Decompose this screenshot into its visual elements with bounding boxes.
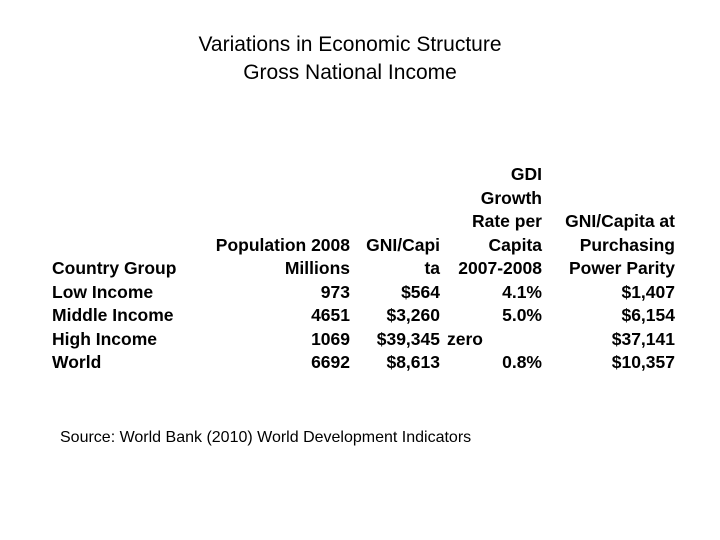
header-cell: Population 2008 (215, 234, 350, 255)
header-row (52, 257, 692, 281)
gni-cell: $8,613 (386, 352, 440, 372)
ppp-cell: $6,154 (621, 305, 675, 325)
ppp-cell: $1,407 (621, 281, 675, 302)
header-row (52, 210, 692, 234)
population-cell: 4651 (311, 305, 350, 325)
group-cell: Middle Income (52, 305, 174, 325)
header-cell: Millions (284, 258, 350, 278)
header-cell: GNI/Capita at (565, 211, 675, 231)
table-row (52, 304, 692, 328)
group-cell: High Income (52, 328, 158, 349)
table-row (52, 328, 692, 352)
header-cell: Purchasing (579, 234, 675, 255)
growth-cell: 5.0% (502, 305, 542, 325)
source-note: Source: World Bank (2010) World Development Indicators (60, 429, 472, 446)
title-line-2: Gross National Income (243, 61, 457, 84)
population-cell: 6692 (311, 352, 350, 372)
group-cell: World (52, 352, 102, 372)
header-cell: Growth (480, 187, 542, 208)
header-cell: Rate per (471, 211, 542, 231)
title-line-1: Variations in Economic Structure (198, 33, 502, 56)
header-row (52, 163, 692, 187)
growth-cell: 0.8% (502, 352, 542, 372)
header-cell: ta (424, 258, 440, 278)
header-row (52, 187, 692, 211)
growth-cell: zero (447, 328, 483, 349)
gni-cell: $39,345 (376, 328, 440, 349)
gni-cell: $3,260 (386, 305, 440, 325)
header-cell: GNI/Capi (366, 234, 440, 255)
gni-table (52, 163, 692, 375)
header-cell: Power Parity (568, 258, 675, 278)
group-cell: Low Income (52, 281, 154, 302)
table-row (52, 281, 692, 305)
gni-cell: $564 (401, 281, 440, 302)
population-cell: 1069 (311, 328, 350, 349)
header-cell: Capita (488, 234, 542, 255)
growth-cell: 4.1% (502, 281, 542, 302)
table-row (52, 351, 692, 375)
ppp-cell: $10,357 (611, 352, 675, 372)
header-row (52, 234, 692, 258)
header-cell: Country Group (52, 258, 177, 278)
header-cell: GDI (510, 164, 542, 184)
population-cell: 973 (320, 281, 350, 302)
ppp-cell: $37,141 (611, 328, 675, 349)
header-cell: 2007-2008 (458, 258, 542, 278)
